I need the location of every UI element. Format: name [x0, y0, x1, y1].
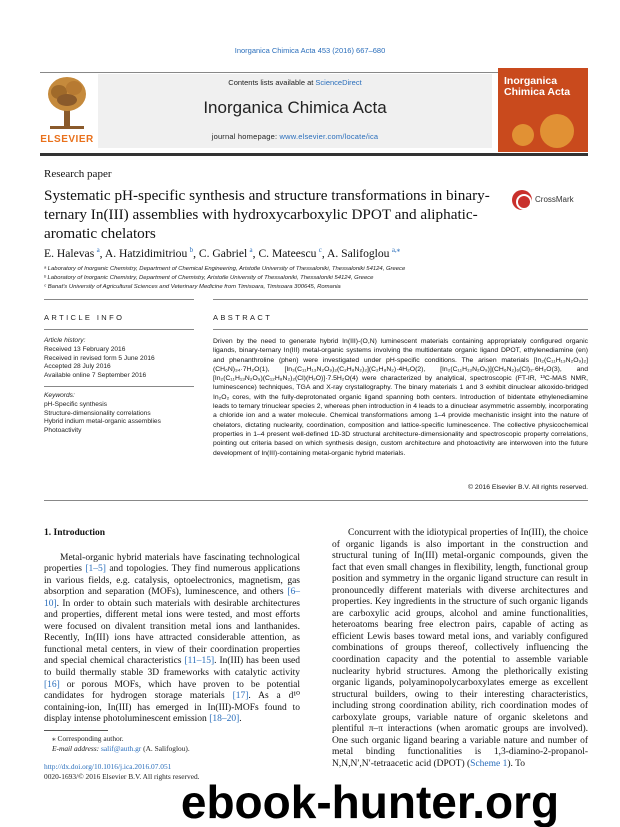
- paragraph-text: ). To: [507, 758, 525, 769]
- abstract-heading: ABSTRACT: [213, 313, 273, 322]
- footnote-rule: [44, 730, 108, 731]
- crossmark-icon: [512, 190, 532, 210]
- journal-name: Inorganica Chimica Acta: [203, 98, 387, 117]
- abstract-bottom-rule: [44, 500, 588, 501]
- affiliations: [44, 265, 584, 292]
- cover-graphic: [540, 114, 574, 148]
- issn-line: 0020-1693/© 2016 Elsevier B.V. All rights reserved.: [44, 771, 200, 781]
- reference-link[interactable]: [1–5]: [85, 564, 106, 575]
- journal-cover-thumbnail: [498, 68, 588, 152]
- contents-prefix: Contents lists available at: [228, 78, 316, 87]
- watermark-text-graphic: [120, 776, 620, 827]
- author-name[interactable]: C. Mateescu: [258, 246, 317, 260]
- contents-line: [98, 78, 492, 87]
- abstract-heading-rule: [213, 329, 588, 330]
- abstract-copyright: © 2016 Elsevier B.V. All rights reserved.: [468, 484, 588, 491]
- doi-link[interactable]: http://dx.doi.org/10.1016/j.ica.2016.07.051: [44, 762, 172, 771]
- body-column-left: [44, 528, 300, 726]
- article-info: [44, 337, 194, 436]
- watermark: [120, 776, 620, 827]
- intro-paragraph: [44, 553, 300, 726]
- crossmark-label: CrossMark: [535, 195, 574, 204]
- paragraph-text: . In(III) has been used to build thermally stable 3D frameworks with catalytic activity: [44, 656, 300, 679]
- history-item: Available online 7 September 2016: [44, 372, 147, 380]
- paragraph-text: . In order to obtain such materials with desirable architectures and properties, different metal ions were tested, and most efforts were focused on divalent transition metal ions and lanthanides. Recently, In(III) ions have attracted considerable attention, as functional metal centers, in view of their coordination properties and special chemical characteristics: [44, 598, 300, 667]
- sciencedirect-link[interactable]: ScienceDirect: [315, 78, 362, 87]
- cover-graphic: [512, 124, 534, 146]
- email-note: [44, 744, 300, 754]
- affiliation: ᵇ Laboratory of Inorganic Chemistry, Department of Chemistry, Aristotle University of Thessaloniki, Thessaloniki 54124, Greece: [44, 275, 374, 281]
- author-affil-marker[interactable]: a: [96, 246, 100, 254]
- article-type: Research paper: [44, 168, 112, 180]
- paragraph-text: Concurrent with the idiotypical properties of In(III), the choice of organic ligands is also important in the construction and structural tuning of In(III) metal-organic compounds, given the fact that even small changes in flexibility, length, functional group position and symmetry in the organic ligand structure can result in pronouncedly different materials with diverse architectures and properties. Key ingredients in the structure of such organic ligands are carboxylic acid groups, alcohol and amine functionalities, heteroatoms bearing free electron pairs, capable of acting as efficient Lewis bases toward metal ions, and variably configured combinations of groups thereof, collectively influencing the coordination capacity and the potential to assemble variable nuclearity hybrid structures. Among the plethorically existing organic ligands, polyaminopolycarboxylates emerge as excellent structural builders, owing to their interesting characteristics, including strong coordination ability, rich coordination modes of carboxylate groups, variable nature of organic skeletons and plentiful π–π interactions (when aromatic groups are involved). One such organic ligand bearing a variable nature and number of metal binding functionalities is 1,3-diamino-2-propanol-N,N,N′,N′-tetraacetic acid (DPOT) (: [332, 528, 588, 769]
- reference-link[interactable]: Scheme 1: [470, 758, 508, 769]
- paragraph-text: . As a d¹⁰ containing-ion, In(III) has emerged in In(III)-MOFs found to display intense photoluminescent emission: [44, 691, 300, 725]
- author-name[interactable]: A. Hatzidimitriou: [104, 246, 188, 260]
- affiliation: ᶜ Banat's University of Agricultural Sciences and Veterinary Medicine from Timisoara, Timisoara 300645, Romania: [44, 284, 341, 290]
- keyword: Structure-dimensionality correlations: [44, 409, 151, 417]
- info-heading-rule: [44, 329, 194, 330]
- keyword: Hybrid indium metal-organic assemblies: [44, 418, 161, 426]
- elsevier-wordmark: ELSEVIER: [40, 134, 94, 145]
- watermark-text: ebook-hunter.org: [180, 776, 560, 827]
- author-name[interactable]: C. Gabriel: [198, 246, 248, 260]
- affiliation: ᵃ Laboratory of Inorganic Chemistry, Department of Chemical Engineering, Aristotle University of Thessaloniki, Thessaloniki 54124, Greece: [44, 266, 406, 272]
- abstract-top-rule: [213, 299, 588, 300]
- journal-homepage-line: [98, 132, 492, 141]
- homepage-prefix: journal homepage:: [211, 132, 280, 141]
- history-item: Accepted 28 July 2016: [44, 363, 111, 371]
- journal-citation[interactable]: Inorganica Chimica Acta 453 (2016) 667–680: [234, 46, 386, 55]
- author-affil-marker[interactable]: b: [189, 246, 194, 254]
- history-heading: Article history:: [44, 337, 86, 344]
- elsevier-logo: [40, 74, 94, 150]
- reference-link[interactable]: [6–10]: [44, 587, 300, 609]
- article-info-heading: ARTICLE INFO: [44, 313, 125, 322]
- author-affil-marker[interactable]: a: [249, 246, 253, 254]
- paragraph-text: .: [239, 714, 242, 725]
- info-divider: [44, 386, 194, 387]
- reference-link[interactable]: [18–20]: [209, 714, 240, 725]
- keyword: Photoactivity: [44, 427, 82, 435]
- elsevier-tree-icon: [44, 74, 90, 132]
- footnotes: [44, 734, 300, 753]
- section-heading: 1. Introduction: [44, 528, 106, 538]
- reference-link[interactable]: [11–15]: [184, 656, 215, 667]
- author-name[interactable]: A. Salifoglou: [327, 246, 390, 260]
- author-list: E. Halevas $^a$, A. Hatzidimitriou $^b$, C. Gabriel $^a$, C. Mateescu $^c$, A. Salifoglou $^{a,⁎}$: [44, 246, 401, 260]
- paragraph-text: Metal-organic hybrid materials have fascinating technological properties: [44, 552, 300, 575]
- abstract-text: Driven by the need to generate hybrid In(III)-(O,N) luminescent materials containing appropriately configured organic ligands, binary-ternary In(III) metal-organic systems involving the multidentate organic ligand DPOT, ethylenediamine (en) and phenanthroline (phen) were investigated under pH-specific conditions. The arisen materials [In₂(C₁₁H₁₃N₂O₉)₂](CH₆N)₃₄·7H₂O(1), [In₃(C₁₁H₁₃N₂O₉)₂(C₂H₈N₂)₂](C₂H₈N₂)·4H₂O(2), [In₂(C₁₁H₁₃N₂O₉)](CH₆N₂)₆(Cl)₂·6H₂O(3), and [In₂(C₁₁H₁₃N₂O₉)(C₁₂H₈N₂)₂(Cl)(H₂O)]·7.5H₂O(4) were characterized by analytical, spectroscopic (FT-IR, ¹³C-MAS NMR, luminescence) techniques, TGA and X-ray crystallography. The binary materials 1 and 3 exhibit dinuclear alkoxido-bridged In₂O₂ cores, with the fully-deprotonated organic ligand spanning both centers. Introduction of bidentate ethylenediamine leads to ternary trinuclear species 2, whereas phen introduction in 4 leads to a dinuclear asymmetric assembly, incorporating a chloride ion and a water molecule. Chemical transformations among 1–4 provide mechanistic insight into the nature of chelators, dictating nuclearity, coordination, composition and lattice-specific luminescence. The collective physicochemical properties in 1–4 present well-defined 1D-3D structural architecture-dimensionality and spectroscopic property correlations, pointing out criteria based on which synthesis design, custom architecture and photoactivity are interwoven into the future development of In(III)-containing metal-organic hybrid materials.: [213, 338, 588, 457]
- journal-header-box: [98, 74, 492, 148]
- author-affil-marker[interactable]: c: [318, 246, 322, 254]
- masthead-bottom-rule: [40, 153, 588, 156]
- cover-title: Inorganica Chimica Acta: [504, 75, 571, 99]
- intro-paragraph: [332, 528, 588, 770]
- reference-link[interactable]: [17]: [232, 691, 249, 702]
- email-suffix: (A. Salifoglou).: [141, 743, 190, 753]
- author-name[interactable]: E. Halevas: [44, 246, 95, 260]
- reference-link[interactable]: [16]: [44, 679, 60, 690]
- paragraph-text: and topologies. They find numerous applications in various fields, e.g. catalysis, optoelectronics, magnetism, gas absorption and separation (MOFs), luminescence, and others: [44, 564, 300, 598]
- corresponding-author-note: ⁎ Corresponding author.: [52, 734, 124, 743]
- history-item: Received 13 February 2016: [44, 345, 126, 353]
- email-label: E-mail address:: [52, 743, 101, 753]
- journal-homepage-link[interactable]: www.elsevier.com/locate/ica: [279, 132, 379, 141]
- history-item: Received in revised form 5 June 2016: [44, 354, 155, 362]
- body-column-right: [332, 528, 588, 770]
- info-top-rule: [44, 299, 194, 300]
- article-title: Systematic pH-specific synthesis and structure transformations in binary-ternary In(III) assemblies with hydroxycarboxylic DPOT and aliphatic-aromatic chelators: [44, 187, 490, 242]
- author-affil-marker[interactable]: a,⁎: [391, 246, 401, 254]
- crossmark-badge[interactable]: [512, 190, 588, 212]
- keyword: pH-Specific synthesis: [44, 400, 108, 408]
- keywords-heading: Keywords:: [44, 391, 75, 399]
- journal-masthead: [40, 60, 588, 160]
- email-link[interactable]: salif@auth.gr: [101, 743, 142, 753]
- paragraph-text: or porous MOFs, which have proven to be potential candidates for hydrogen storage materials: [44, 679, 300, 702]
